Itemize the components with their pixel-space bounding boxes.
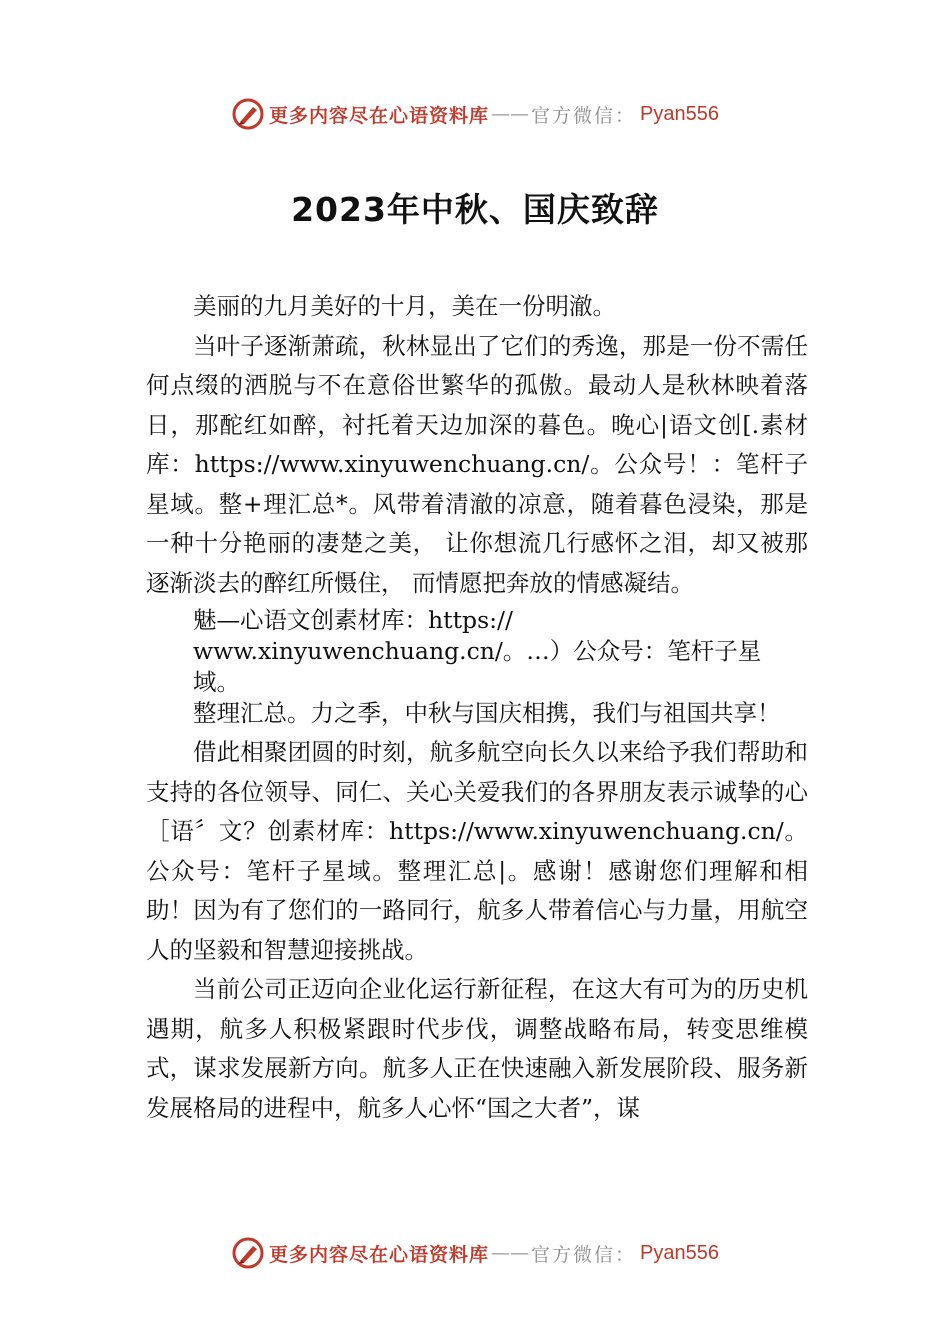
paragraph-quote-block — [146, 603, 808, 733]
paragraph-line: 魅—心语文创素材库：https:// — [193, 606, 513, 634]
banner-separator: —— — [491, 1242, 530, 1264]
paragraph: 当叶子逐渐萧疏，秋林显出了它们的秀逸，那是一份不需任何点缀的洒脱与不在意俗世繁华的孤傲。最动人是秋林映着落日，那酡红如醉，衬托着天边加深的暮色。晚心|语文创[.素材库：https://www.xinyuwenchuang.cn/。公众号！：笔杆子星域。整+理汇总*。风带着清澈的凉意，随着暮色浸染，那是一种十分艳丽的凄楚之美， 让你想流几行感怀之泪，却又被那逐渐淡去的醉红所慑住， 而情愿把奔放的情感凝结。 — [146, 331, 808, 597]
banner-wechat-id: Pyan556 — [640, 102, 719, 125]
paragraph: 当前公司正迈向企业化运行新征程，在这大有可为的历史机遇期，航多人积极紧跟时代步伐，调整战略布局，转变思维模式，谋求发展新方向。航多人正在快速融入新发展阶段、服务新发展格局的进程中，航多人心怀“国之大者”，谋 — [146, 975, 808, 1122]
header-watermark-banner — [0, 94, 950, 134]
document-body — [146, 287, 808, 1128]
document-title: 2023年中秋、国庆致辞 — [291, 190, 659, 229]
banner-wechat-id: Pyan556 — [640, 1241, 719, 1264]
banner-wechat-label: 官方微信： — [531, 1243, 637, 1266]
paragraph: 美丽的九月美好的十月，美在一份明澈。 — [193, 292, 616, 320]
paragraph-line: 整理汇总。力之季，中秋与国庆相携，我们与祖国共享！ — [193, 699, 781, 727]
banner-wechat-label: 官方微信： — [531, 104, 637, 127]
paragraph: 借此相聚团圆的时刻，航多航空向长久以来给予我们帮助和支持的各位领导、同仁、关心关爱我们的各界朋友表示诚挚的心［语〞文？创素材库：https://www.xinyuwenchuang.cn/。公众号：笔杆子星域。整理汇总|。感谢！感谢您们理解和相助！因为有了您们的一路同行，航多人带着信心与力量，用航空人的坚毅和智慧迎接挑战。 — [146, 738, 808, 964]
paragraph-line: www.xinyuwenchuang.cn/。…）公众号：笔杆子星域。 — [193, 637, 762, 696]
brush-logo-icon — [231, 97, 265, 131]
banner-separator: —— — [491, 103, 530, 125]
footer-watermark-banner — [0, 1233, 950, 1273]
brush-logo-icon — [231, 1236, 265, 1270]
banner-slogan: 更多内容尽在心语资料库 — [269, 104, 490, 127]
banner-slogan: 更多内容尽在心语资料库 — [269, 1243, 490, 1266]
